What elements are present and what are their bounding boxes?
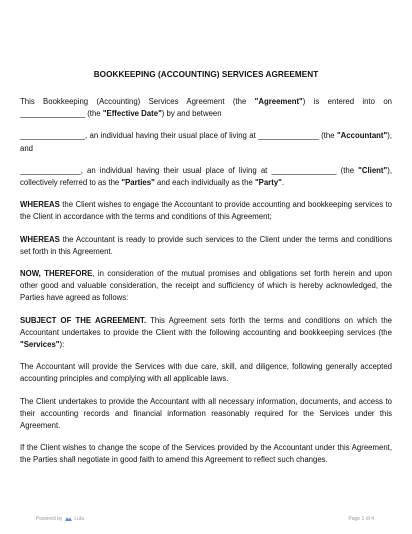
defined-term: "Party": [254, 178, 282, 188]
defined-term: "Effective Date": [102, 109, 162, 119]
powered-by-label: Powered by: [36, 516, 63, 522]
text: and each individually as the: [154, 178, 255, 188]
defined-term: "Services": [20, 340, 60, 350]
brand-name: Lula: [74, 516, 84, 522]
defined-term: "Client": [358, 165, 388, 175]
text: ), and: [20, 131, 392, 153]
now-therefore-paragraph: [20, 268, 392, 305]
subject-paragraph: [20, 315, 392, 352]
page-footer: [0, 516, 412, 526]
lula-logo-icon: [65, 517, 72, 521]
text: ______________, an individual having their usual place of living at _______________ (the: [20, 165, 359, 175]
page-total: 4: [371, 516, 374, 522]
client-paragraph: [20, 165, 392, 189]
powered-by: [36, 516, 84, 522]
scope-change-paragraph: If the Client wishes to change the scope of the Services provided by the Accountant under this Agreement, the Parties shall negotiate in good faith to amend this Agreement to reflect such changes.: [20, 443, 392, 465]
text: This Bookkeeping (Accounting) Services Agreement (the: [20, 97, 255, 106]
text: the Accountant is ready to provide such services to the Client under the terms and conditions set forth in this Agreement.: [20, 234, 392, 256]
text: ):: [59, 340, 65, 350]
section-heading: SUBJECT OF THE AGREEMENT.: [20, 315, 147, 325]
text: This Agreement sets forth the terms and conditions on which the Accountant undertakes to provide the Client with the following accounting and bookkeeping services (the: [20, 315, 393, 337]
defined-term: "Accountant": [336, 131, 388, 141]
document-body: [20, 96, 392, 477]
intro-paragraph: [20, 96, 392, 120]
page-prefix: Page: [348, 516, 362, 522]
text: ), collectively referred to as the: [20, 165, 392, 188]
defined-term: "Agreement": [254, 97, 303, 106]
text: , in consideration of the mutual promises and obligations set forth herein and upon other good and valuable consideration, the receipt and sufficiency of which is hereby acknowledged, the Parties have agreed as follows:: [20, 269, 392, 303]
keyword: WHEREAS: [20, 234, 60, 244]
text: ) is entered into on _______________ (the: [20, 97, 392, 119]
page-current: 1: [361, 516, 365, 522]
document-title: BOOKKEEPING (ACCOUNTING) SERVICES AGREEMENT: [93, 70, 319, 79]
keyword: NOW, THEREFORE: [20, 269, 93, 279]
client-duty-paragraph: The Client undertakes to provide the Accountant with all necessary information, documents, and access to their accounting records and financial information reasonably required for the Services under this Agreement.: [20, 396, 392, 431]
accountant-paragraph: [20, 130, 392, 154]
text: the Client wishes to engage the Accountant to provide accounting and bookkeeping services to the Client in accordance with the terms and conditions of this Agreement;: [20, 200, 392, 222]
text: ) by and between: [161, 109, 222, 119]
page-separator: of: [364, 516, 372, 522]
text: _______________, an individual having their usual place of living at ______________ (the: [20, 131, 337, 141]
whereas-paragraph-1: [20, 199, 392, 223]
accountant-duty-paragraph: The Accountant will provide the Services with due care, skill, and diligence, following generally accepted accounting principles and complying with all applicable laws.: [20, 362, 392, 384]
text: .: [281, 178, 285, 188]
whereas-paragraph-2: [20, 234, 392, 258]
keyword: WHEREAS: [20, 200, 60, 210]
defined-term: "Parties": [121, 178, 155, 188]
page-number: [348, 516, 374, 522]
